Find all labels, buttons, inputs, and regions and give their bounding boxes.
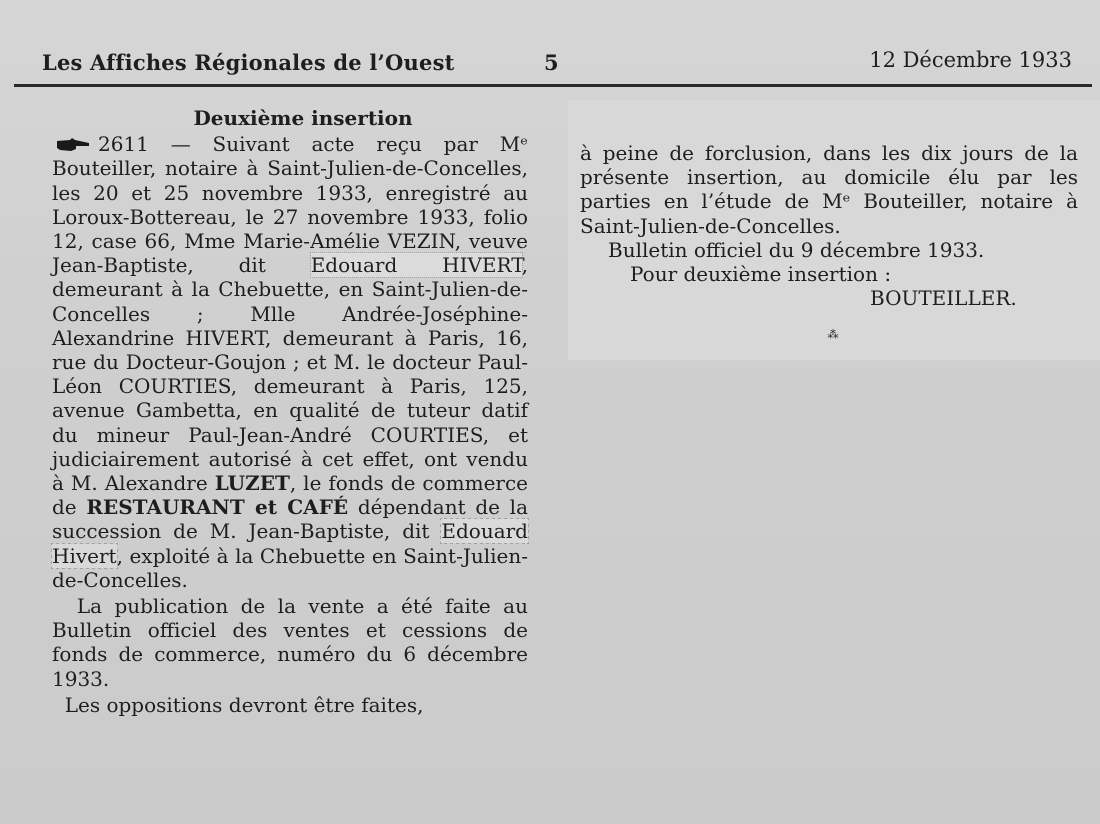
business-type: RESTAURANT et CAFÉ [86,495,349,520]
right-column [580,141,1078,310]
notice-paragraph-3 [52,693,528,717]
insertion-title: Deuxième insertion [193,106,413,130]
notice-text-3: , le fonds de commerce de [52,471,529,520]
notice-text-2: , demeurant à la Chebuette, en Saint-Julien-de-Concelles ; Mlle Andrée-Joséphine-Alexandrine HIVERT, demeurant à Paris, 16, rue du Docteur-Goujon ; et M. le docteur Paul-Léon COURTIES, demeurant à Paris, 125, avenue Gambetta, en qualité de tuteur datif du mineur Paul-Jean-André COURTIES, et judiciairement autorisé à cet effet, ont vendu à M. Alexandre [52,253,528,496]
page-header [40,48,1072,82]
notice-paragraph-1 [52,132,528,592]
publication-title: Les Affiches Régionales de l’Ouest [42,50,455,75]
page-number: 5 [544,50,559,75]
oppositions-start: Les oppositions devront être faites, [64,692,424,717]
notice-paragraph-2 [52,594,528,691]
header-rule [14,84,1092,87]
highlighted-name-2: Edouard Hivert [52,519,528,568]
pointing-hand-icon [56,138,90,152]
issue-date: 12 Décembre 1933 [869,48,1072,72]
highlighted-name-1: Edouard HIVERT [310,253,522,278]
publication-note: La publication de la vente a été faite au Bulletin officiel des ventes et cessions de fonds de commerce, numéro du 6 décembre 1933. [52,594,528,691]
notice-text-1: 2611 — Suivant acte reçu par Mᵉ Bouteiller, notaire à Saint-Julien-de-Concelles, les 20 et 25 novembre 1933, enregistré au Loroux-Bottereau, le 27 novembre 1933, folio 12, case 66, Mme Marie-Amélie VEZIN, veuve Jean-Baptiste, dit [52,132,528,278]
oppositions-continued: à peine de forclusion, dans les dix jours de la présente insertion, au domicile élu par les parties en l’étude de Mᵉ Bouteiller, notaire à Saint-Julien-de-Concelles. [580,141,1078,238]
notice-text-5: , exploité à la Chebuette en Saint-Julien-de-Concelles. [52,543,528,592]
bulletin-reference: Bulletin officiel du 9 décembre 1933. [608,237,985,262]
insertion-label: Pour deuxième insertion : [630,262,892,287]
asterism-ornament: ⁂ [827,328,839,341]
signature: BOUTEILLER. [870,286,1017,311]
left-column [52,106,528,717]
notice-text-4: dépendant de la succession de M. Jean-Baptiste, dit [52,495,528,544]
buyer-name: LUZET [214,471,290,496]
